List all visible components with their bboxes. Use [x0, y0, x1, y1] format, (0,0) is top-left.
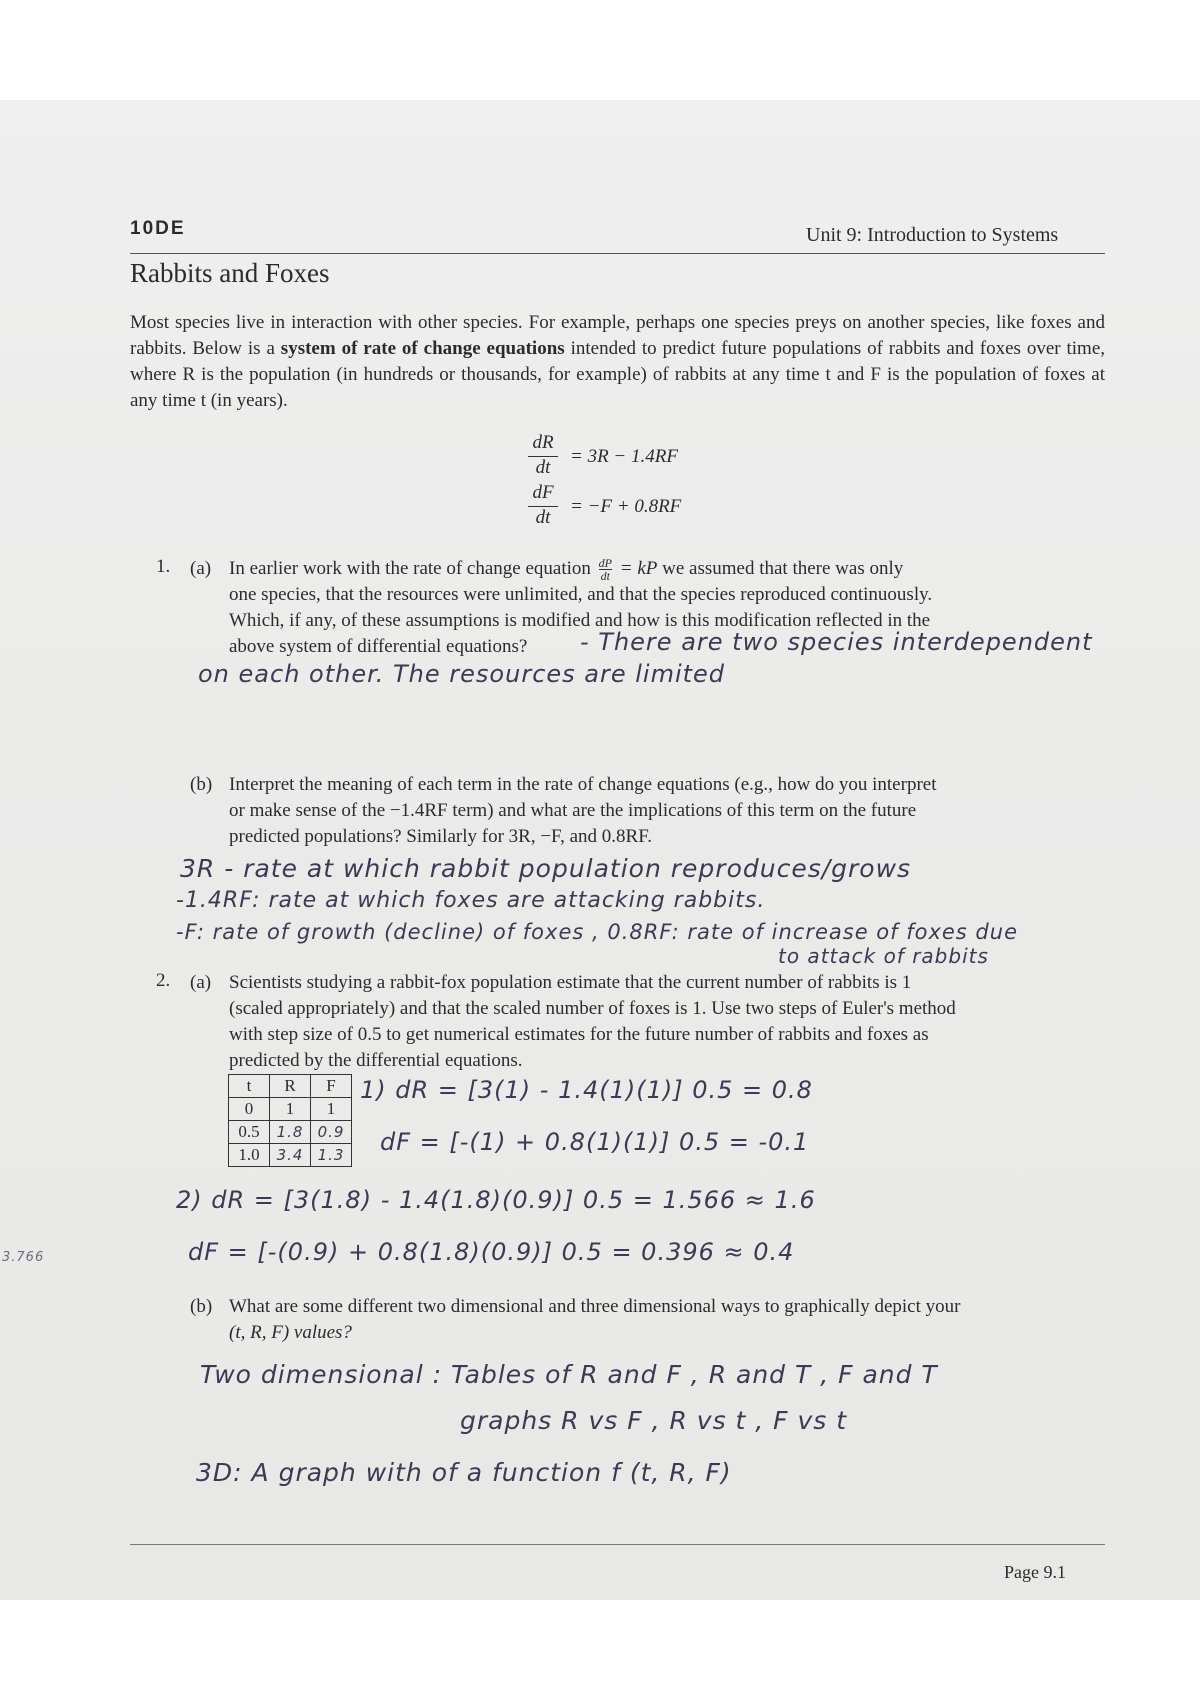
- equation-1-denominator: dt: [535, 457, 551, 478]
- table-header-row: [229, 1075, 352, 1098]
- table-cell: 0.5: [229, 1121, 270, 1144]
- intro-paragraph: [130, 310, 1105, 414]
- question-1a-line-4: above system of differential equations?: [229, 636, 528, 657]
- table-cell: 1: [311, 1098, 352, 1121]
- question-1b-label: (b): [190, 774, 213, 795]
- table-row: [229, 1144, 352, 1167]
- handwritten-answer-2b-line-1: Two dimensional : Tables of R and F , R and T , F and T: [200, 1360, 938, 1389]
- table-cell: 0: [229, 1098, 270, 1121]
- table-cell-handwritten: 3.4: [270, 1144, 311, 1167]
- table-header-cell: F: [311, 1075, 352, 1098]
- table-cell: 1.0: [229, 1144, 270, 1167]
- intro-text-2: intended to predict future populations of rabbits and foxes over time, where R is the population (in hundreds or thousands, for example) of rabbits at any time t and F is the population of foxes at any time t (in years).: [130, 338, 1105, 411]
- table-header-cell: t: [229, 1075, 270, 1098]
- table-cell-handwritten: 1.3: [311, 1144, 352, 1167]
- handwritten-answer-1a-line-2: on each other. The resources are limited: [198, 660, 726, 688]
- question-1a-fraction-den: dt: [600, 569, 610, 584]
- equation-1-numerator: dR: [528, 432, 558, 457]
- equation-1-fraction: [528, 432, 558, 479]
- header-divider: [130, 253, 1105, 254]
- question-2-number: 2.: [156, 970, 171, 991]
- equation-2-denominator: dt: [535, 507, 551, 528]
- question-2a-line-3: with step size of 0.5 to get numerical estimates for the future number of rabbits and foxes as: [229, 1024, 929, 1045]
- question-1b-line-1: Interpret the meaning of each term in the rate of change equations (e.g., how do you interpret: [229, 774, 937, 795]
- question-1a-equation-rhs: = kP: [619, 558, 658, 579]
- page-number: Page 9.1: [1004, 1562, 1066, 1582]
- handwritten-answer-2b-line-2: graphs R vs F , R vs t , F vs t: [460, 1406, 848, 1435]
- question-2b-line-2: (t, R, F) values?: [229, 1322, 352, 1343]
- table-header-cell: R: [270, 1075, 311, 1098]
- question-1b-line-3: predicted populations? Similarly for 3R, −F, and 0.8RF.: [229, 826, 652, 847]
- page-title: Rabbits and Foxes: [130, 258, 330, 288]
- question-1b-line-2: or make sense of the −1.4RF term) and what are the implications of this term on the future: [229, 800, 917, 821]
- question-1a-text-1: In earlier work with the rate of change equation: [229, 558, 591, 579]
- question-1a-label: (a): [190, 558, 212, 579]
- euler-table: [228, 1074, 352, 1167]
- question-2a-line-2: (scaled appropriately) and that the scaled number of foxes is 1. Use two steps of Euler's method: [229, 998, 956, 1019]
- table-cell: 1: [270, 1098, 311, 1121]
- handwritten-answer-1b-line-2: -1.4RF: rate at which foxes are attacking rabbits.: [176, 888, 766, 913]
- handwritten-work-line-1: 1) dR = [3(1) - 1.4(1)(1)] 0.5 = 0.8: [360, 1076, 813, 1104]
- equation-2-fraction: [528, 482, 558, 529]
- margin-note: 3.766: [2, 1250, 45, 1265]
- equation-2-rhs: = −F + 0.8RF: [570, 496, 682, 517]
- handwritten-work-line-2: dF = [-(1) + 0.8(1)(1)] 0.5 = -0.1: [380, 1128, 810, 1156]
- equation-2-numerator: dF: [528, 482, 558, 507]
- table-row: [229, 1098, 352, 1121]
- handwritten-answer-2b-line-3: 3D: A graph with of a function f (t, R, F): [196, 1458, 732, 1487]
- question-2a-line-4: predicted by the differential equations.: [229, 1050, 523, 1071]
- question-2b-line-1: What are some different two dimensional and three dimensional ways to graphically depict your: [229, 1296, 961, 1317]
- handwritten-answer-1b-line-1: 3R - rate at which rabbit population reproduces/grows: [180, 854, 912, 883]
- question-1a-line-1: [229, 556, 1104, 582]
- handwritten-work-line-3: 2) dR = [3(1.8) - 1.4(1.8)(0.9)] 0.5 = 1.566 ≈ 1.6: [176, 1186, 816, 1214]
- handwritten-work-line-4: dF = [-(0.9) + 0.8(1.8)(0.9)] 0.5 = 0.396 ≈ 0.4: [188, 1238, 795, 1266]
- handwritten-answer-1a-line-1: - There are two species interdependent: [580, 628, 1093, 656]
- question-2b-label: (b): [190, 1296, 213, 1317]
- question-1-number: 1.: [156, 556, 171, 577]
- question-1a-line-3: Which, if any, of these assumptions is modified and how is this modification reflected in the: [229, 610, 931, 631]
- intro-bold-text: system of rate of change equations: [280, 338, 565, 359]
- course-code: 10DE: [130, 218, 186, 239]
- table-row: [229, 1121, 352, 1144]
- table-cell-handwritten: 1.8: [270, 1121, 311, 1144]
- unit-title: Unit 9: Introduction to Systems: [806, 224, 1059, 246]
- footer-divider: [130, 1544, 1105, 1545]
- question-1a-text-2: we assumed that there was only: [662, 558, 904, 579]
- equation-1-rhs: = 3R − 1.4RF: [570, 446, 678, 467]
- euler-table-container: [228, 1074, 352, 1167]
- intro-text-1: Most species live in interaction with other species. For example, perhaps one species preys on another species, like foxes and rabbits. Below is a: [130, 312, 1105, 359]
- table-cell-handwritten: 0.9: [311, 1121, 352, 1144]
- question-2a-line-1: Scientists studying a rabbit-fox population estimate that the current number of rabbits is 1: [229, 972, 912, 993]
- handwritten-answer-1b-line-4: to attack of rabbits: [778, 944, 989, 968]
- question-1a-line-2: one species, that the resources were unlimited, and that the species reproduced continuously.: [229, 584, 933, 605]
- question-1a-fraction: [599, 557, 612, 582]
- question-1a-fraction-num: dP: [598, 556, 612, 571]
- handwritten-answer-1b-line-3: -F: rate of growth (decline) of foxes , 0.8RF: rate of increase of foxes due: [176, 920, 1018, 944]
- question-2a-label: (a): [190, 972, 212, 993]
